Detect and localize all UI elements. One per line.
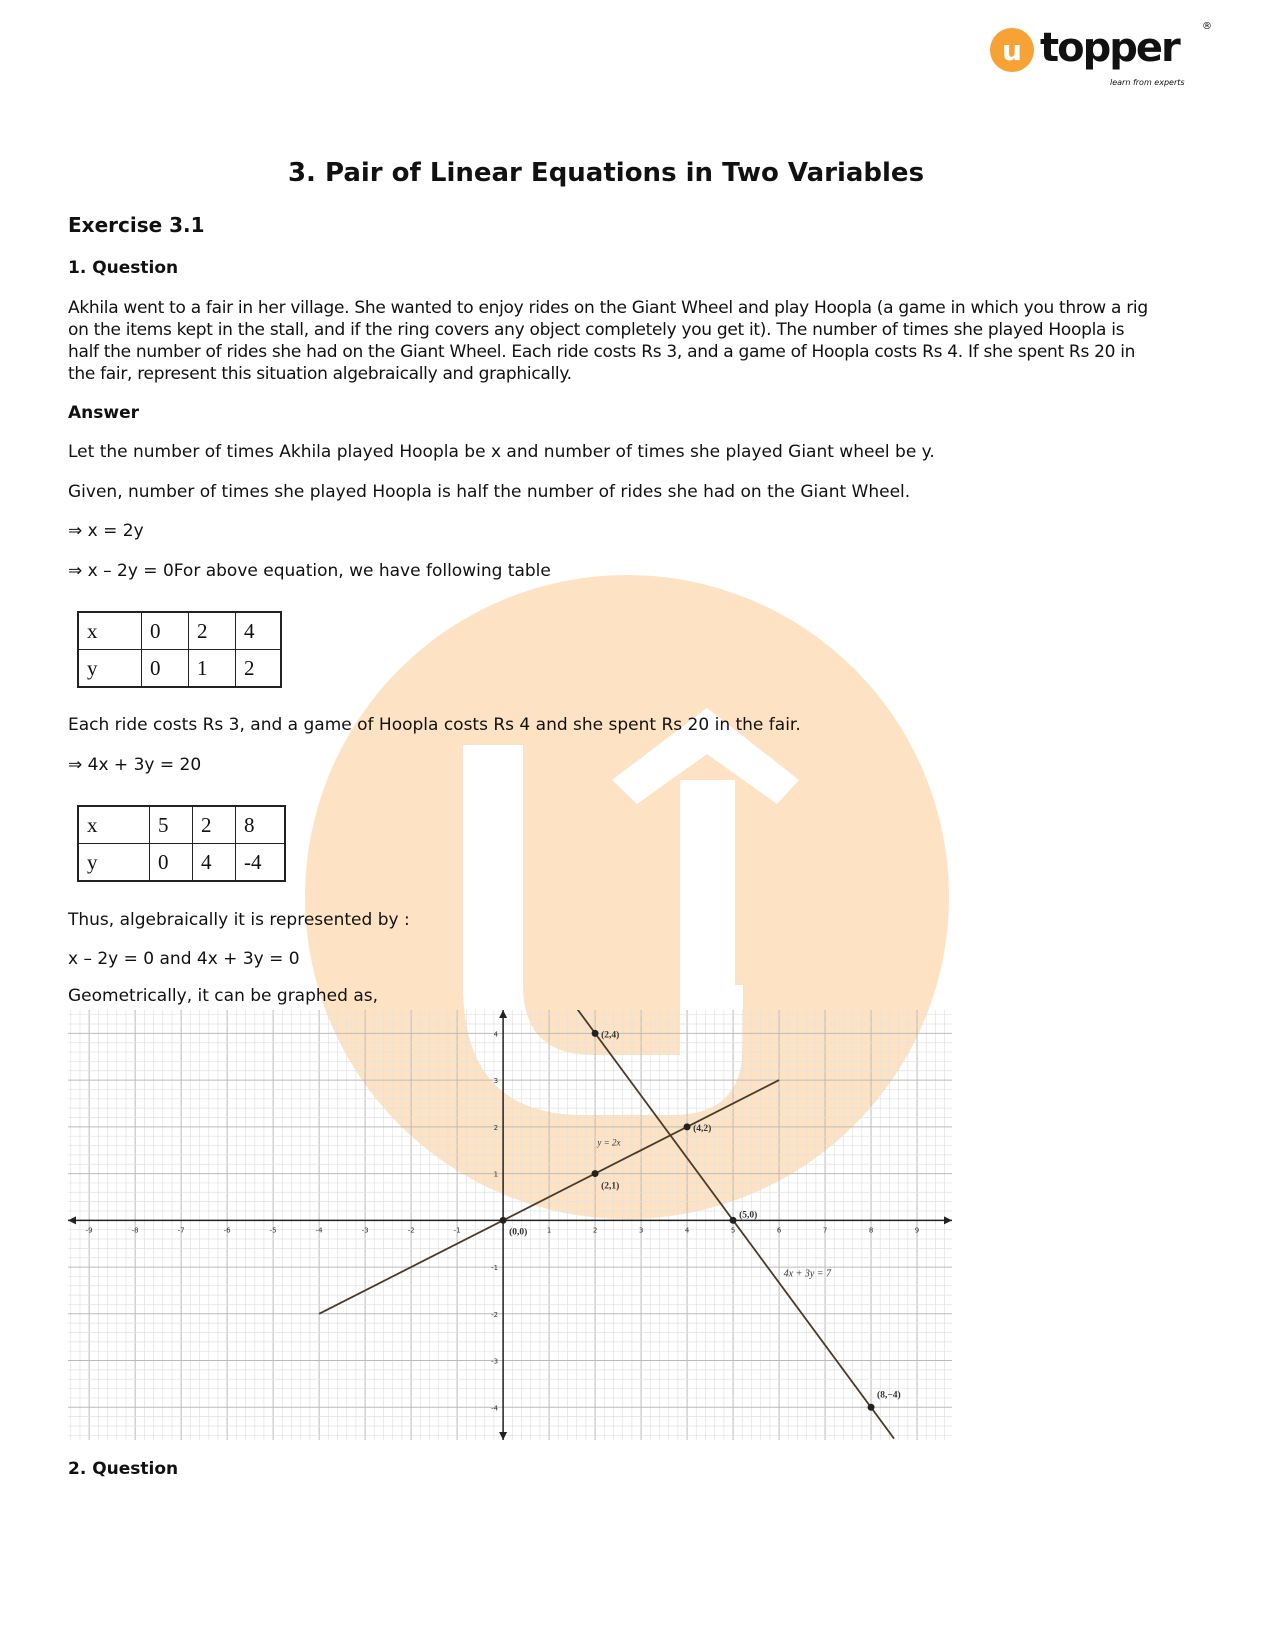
- table-cell: 2: [236, 650, 282, 688]
- series-label: y = 2x: [597, 1137, 621, 1148]
- y-tick-label: -3: [491, 1357, 499, 1366]
- registered-mark: ®: [1202, 21, 1212, 32]
- answer-heading: Answer: [68, 403, 139, 423]
- data-point: [684, 1123, 691, 1130]
- x-tick-label: 9: [914, 1226, 920, 1235]
- data-point: [730, 1217, 737, 1224]
- table-cell: y: [78, 844, 150, 882]
- y-tick-label: -2: [491, 1310, 499, 1319]
- y-tick-label: 3: [493, 1077, 499, 1086]
- answer-line: Thus, algebraically it is represented by :: [68, 910, 410, 930]
- x-tick-label: -8: [131, 1226, 139, 1235]
- logo-tagline: learn from experts: [1110, 78, 1185, 87]
- x-tick-label: 2: [592, 1226, 598, 1235]
- table-row: [78, 650, 281, 688]
- x-tick-label: 8: [868, 1226, 874, 1235]
- data-point-label: (0,0): [509, 1227, 528, 1238]
- table-cell: 0: [142, 650, 189, 688]
- x-tick-label: -7: [177, 1226, 185, 1235]
- table-row: [78, 612, 281, 650]
- y-tick-label: 4: [493, 1030, 499, 1039]
- table-cell: 4: [236, 612, 282, 650]
- data-point: [868, 1404, 875, 1411]
- y-tick-label: 2: [493, 1123, 499, 1132]
- table-cell: x: [78, 806, 150, 844]
- answer-line: Geometrically, it can be graphed as,: [68, 986, 378, 1006]
- x-tick-label: 4: [684, 1226, 690, 1235]
- x-tick-label: 5: [730, 1226, 736, 1235]
- x-tick-label: 1: [546, 1226, 552, 1235]
- answer-line: ⇒ x = 2y: [68, 521, 144, 541]
- data-point-label: (4,2): [693, 1123, 712, 1134]
- data-point: [500, 1217, 507, 1224]
- table-cell: 2: [193, 806, 236, 844]
- table-4x-3y: [77, 805, 286, 882]
- series-label: 4x + 3y = 7: [783, 1268, 832, 1280]
- answer-line: x – 2y = 0 and 4x + 3y = 0: [68, 949, 300, 969]
- table-cell: 0: [142, 612, 189, 650]
- axis-arrows: [68, 1010, 952, 1440]
- x-tick-label: -1: [453, 1226, 461, 1235]
- table-cell: 4: [193, 844, 236, 882]
- table-cell: 8: [236, 806, 286, 844]
- y-tick-label: -1: [491, 1264, 499, 1273]
- answer-line: Each ride costs Rs 3, and a game of Hoopla costs Rs 4 and she spent Rs 20 in the fair.: [68, 715, 801, 735]
- question-1-text: Akhila went to a fair in her village. She wanted to enjoy rides on the Giant Wheel and play Hoopla (a game in which you throw a rig on the items kept in the stall, and if the ring covers any object completely you get it). The number of times she played Hoopla is half the number of rides she had on the Giant Wheel. Each ride costs Rs 3, and a game of Hoopla costs Rs 4. If she spent Rs 20 in the fair, represent this situation algebraically and graphically.: [68, 298, 1148, 384]
- question-1-heading: 1. Question: [68, 258, 179, 278]
- question-2-heading: 2. Question: [68, 1459, 179, 1479]
- table-cell: x: [78, 612, 142, 650]
- answer-line: ⇒ x – 2y = 0For above equation, we have following table: [68, 561, 551, 581]
- y-tick-label: 1: [493, 1170, 499, 1179]
- table-row: [78, 806, 285, 844]
- x-tick-label: 6: [776, 1226, 782, 1235]
- logo-word: topper: [1040, 25, 1179, 71]
- x-tick-label: 7: [822, 1226, 828, 1235]
- y-tick-label: -4: [491, 1404, 499, 1413]
- x-tick-label: -2: [407, 1226, 415, 1235]
- table-cell: -4: [236, 844, 286, 882]
- data-point-label: (2,4): [601, 1030, 620, 1041]
- x-tick-label: -5: [269, 1226, 277, 1235]
- answer-line: ⇒ 4x + 3y = 20: [68, 755, 202, 775]
- x-tick-label: -3: [361, 1226, 369, 1235]
- table-cell: 0: [150, 844, 193, 882]
- table-x-2y: [77, 611, 282, 688]
- x-tick-label: -4: [315, 1226, 323, 1235]
- table-cell: y: [78, 650, 142, 688]
- answer-line: Given, number of times she played Hoopla is half the number of rides she had on the Giant Wheel.: [68, 482, 911, 502]
- table-cell: 2: [189, 612, 236, 650]
- answer-line: Let the number of times Akhila played Hoopla be x and number of times she played Giant wheel be y.: [68, 442, 935, 462]
- x-tick-label: 3: [638, 1226, 644, 1235]
- topper-logo: [990, 22, 1220, 92]
- linear-equations-graph: [68, 1010, 952, 1440]
- logo-mark: u: [990, 28, 1034, 72]
- exercise-heading: Exercise 3.1: [68, 213, 205, 237]
- x-tick-label: -9: [85, 1226, 93, 1235]
- data-point-label: (5,0): [739, 1210, 758, 1221]
- page-title: 3. Pair of Linear Equations in Two Variables: [287, 158, 925, 188]
- data-point: [592, 1030, 599, 1037]
- table-row: [78, 844, 285, 882]
- x-tick-label: -6: [223, 1226, 231, 1235]
- table-cell: 1: [189, 650, 236, 688]
- data-point-label: (2,1): [601, 1181, 620, 1192]
- data-point-label: (8,−4): [877, 1390, 901, 1401]
- data-point: [592, 1170, 599, 1177]
- table-cell: 5: [150, 806, 193, 844]
